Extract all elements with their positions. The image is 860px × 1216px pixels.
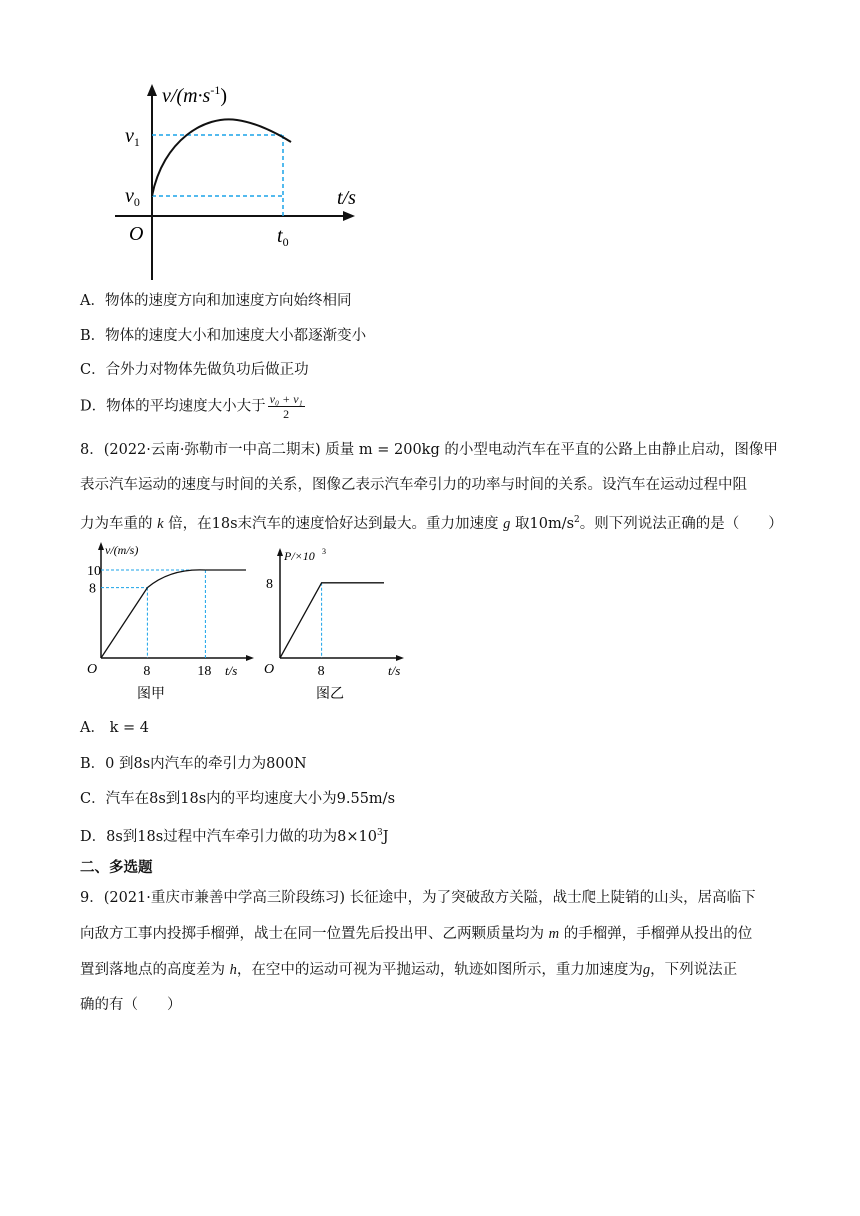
q7-option-c: C．合外力对物体先做负功后做正功	[80, 362, 309, 378]
y-axis-arrow	[98, 542, 104, 550]
v1-label: $v_1$	[125, 125, 140, 149]
x-axis-arrow	[246, 655, 254, 661]
q7-option-a: A．物体的速度方向和加速度方向始终相同	[80, 293, 352, 309]
origin-label: O	[129, 223, 144, 245]
chart-title-jia: 图甲	[137, 687, 165, 702]
x-tick-8: 8	[143, 664, 151, 679]
q9-line-1: 9．(2021·重庆市兼善中学高三阶段练习) 长征途中，为了突破敌方关隘，战士爬上陡销的山头，居高临下	[80, 890, 756, 906]
y-axis-label: P/×10	[284, 549, 315, 563]
q9-line-3: 置到落地点的高度差为 h，在空中的运动可视为平抛运动，轨迹如图所示，重力加速度为g，下列说法正	[80, 962, 738, 978]
y-axis-arrow	[277, 548, 283, 556]
average-velocity-fraction	[268, 392, 305, 421]
fraction-numerator: v₀ + v₁	[269, 392, 303, 406]
origin-label: O	[87, 662, 98, 677]
x-axis-label: t/s	[388, 663, 401, 678]
y-tick-8: 8	[89, 581, 96, 597]
chart-title-yi: 图乙	[316, 687, 344, 702]
y-axis-label: $v/(m\cdot s^{-1})$	[162, 83, 227, 107]
t0-label: $t_0$	[277, 225, 289, 249]
q7-option-d	[80, 392, 305, 421]
y-axis-arrow	[147, 84, 157, 96]
velocity-time-chart-jia	[85, 540, 255, 710]
fraction-denominator: 2	[283, 407, 290, 421]
y-tick-10: 10	[87, 564, 101, 579]
q9-line-2: 向敌方工事内投掷手榴弹，战士在同一位置先后投出甲、乙两颗质量均为 m 的手榴弹，手榴弹从投出的位	[80, 926, 753, 942]
q8-option-d: D．8s到18s过程中汽车牵引力做的功为$8\times 10^3J$	[80, 828, 389, 845]
q8-option-a: A． k = 4	[80, 720, 149, 736]
x-tick-18: 18	[197, 664, 212, 679]
x-axis-label: t/s	[225, 663, 238, 678]
q8-line-1: 8．(2022·云南·弥勒市一中高二期末) 质量 m = 200kg 的小型电动汽车在平直的公路上由静止启动，图像甲	[80, 442, 778, 458]
power-time-chart-yi	[262, 540, 422, 710]
v0-label: $v_0$	[125, 185, 140, 209]
series-linear-segment	[101, 588, 147, 658]
y-axis-label: v/(m/s)	[105, 543, 139, 557]
x-tick-8: 8	[317, 664, 325, 679]
series-curve-segment	[147, 570, 205, 588]
origin-label: O	[264, 662, 275, 677]
y-axis-label-sup: 3	[322, 547, 326, 556]
y-tick-8: 8	[266, 576, 273, 592]
power-series-line	[280, 583, 384, 658]
q7-option-d-text: D．物体的平均速度大小大于	[80, 398, 266, 415]
q9-line-4: 确的有（ ）	[80, 997, 182, 1013]
x-axis-arrow	[396, 655, 404, 661]
x-axis-label: t/s	[337, 187, 356, 209]
x-axis-arrow	[343, 211, 355, 221]
section-title: 二、多选题	[80, 860, 153, 876]
q7-option-b: B．物体的速度大小和加速度大小都逐渐变小	[80, 328, 367, 344]
velocity-time-graph	[85, 80, 375, 290]
q8-line-2: 表示汽车运动的速度与时间的关系，图像乙表示汽车牵引力的功率与时间的关系。设汽车在运动过程中阻	[80, 477, 747, 493]
velocity-curve	[152, 119, 291, 196]
q8-line-3: 力为车重的 k 倍，在18s末汽车的速度恰好达到最大。重力加速度 g 取$10m/s^2$。则下列说法正确的是（ ）	[80, 515, 783, 532]
q8-option-c: C．汽车在8s到18s内的平均速度大小为9.55m/s	[80, 791, 396, 807]
q8-option-b: B．0 到8s内汽车的牵引力为800N	[80, 756, 307, 772]
